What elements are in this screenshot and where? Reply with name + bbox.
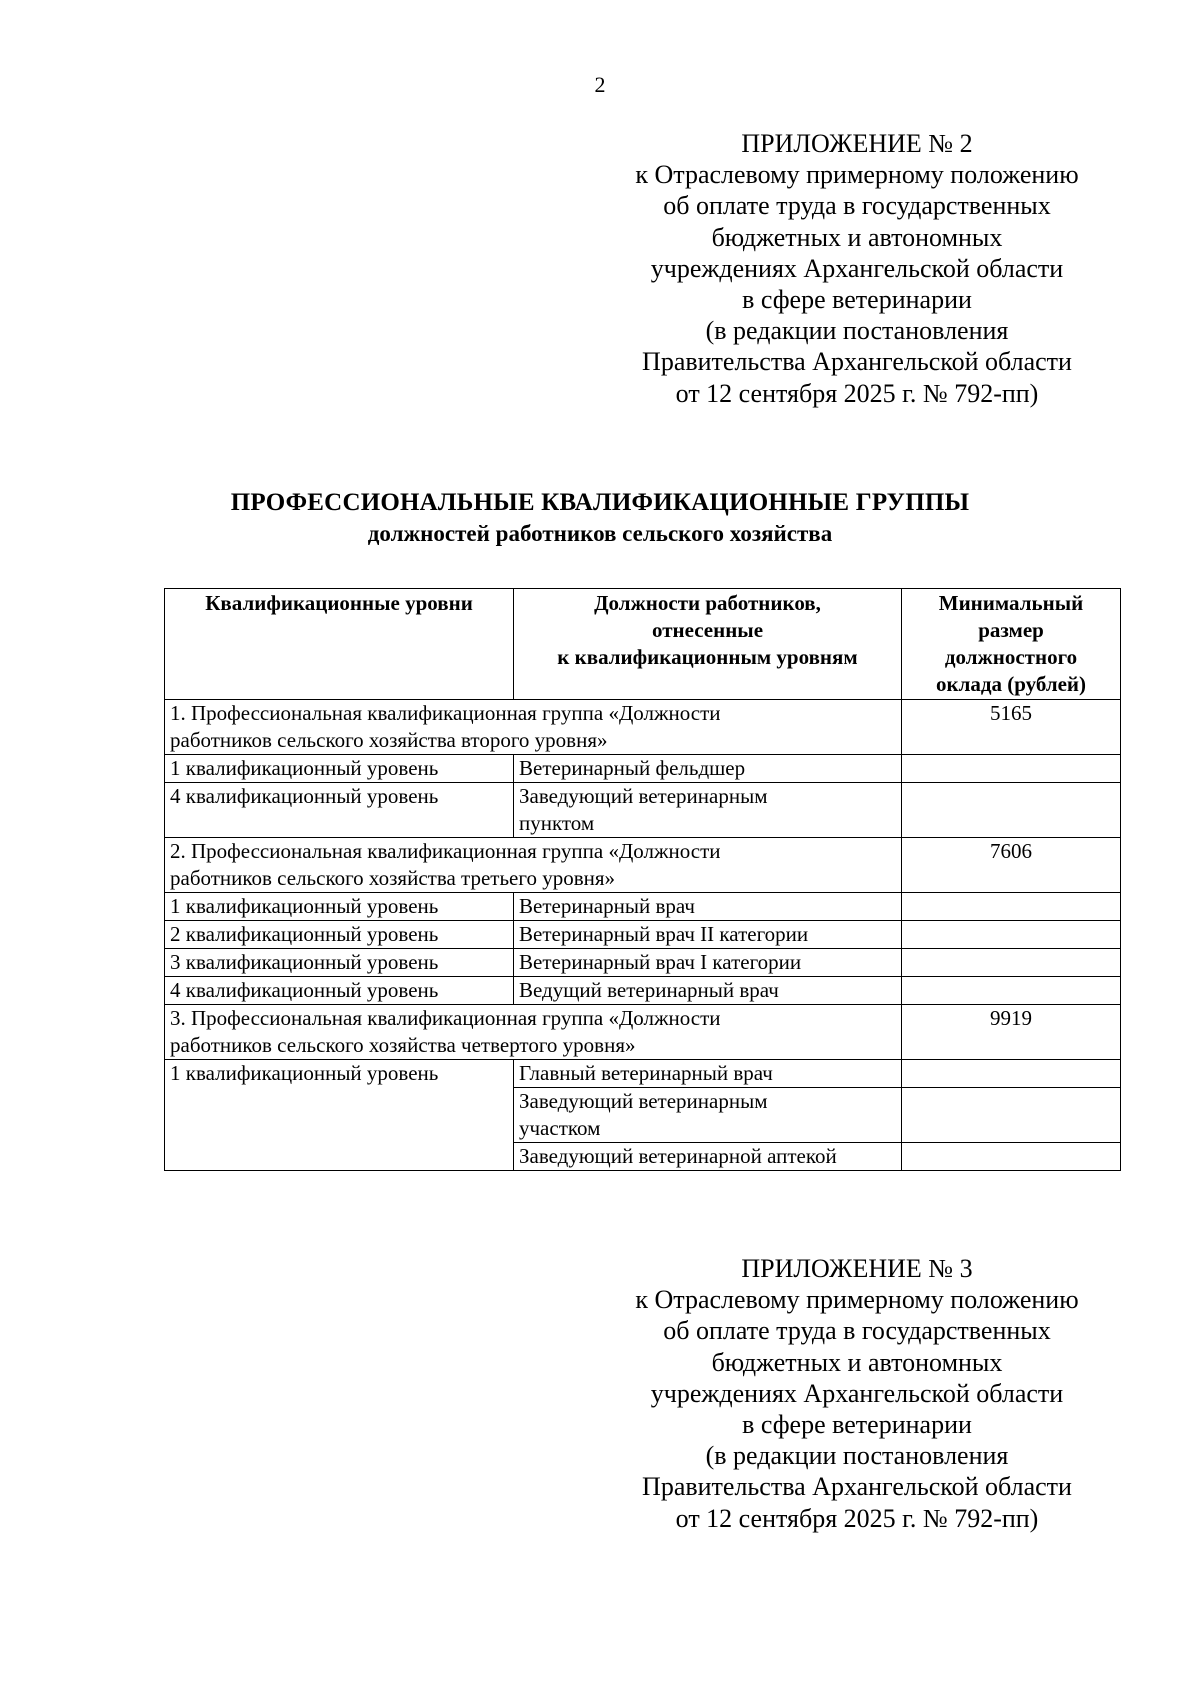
appendix-line: к Отраслевому примерному положению — [635, 160, 1079, 190]
position-line: Заведующий ветеринарной аптекой — [519, 1144, 837, 1168]
header-line: к квалификационным уровням — [557, 645, 858, 669]
position-line: Заведующий ветеринарным — [519, 784, 768, 808]
qualification-level: 4 квалификационный уровень — [165, 783, 514, 838]
position-name — [514, 921, 902, 949]
position-line: Ветеринарный врач I категории — [519, 950, 802, 974]
position-line: Ветеринарный врач II категории — [519, 922, 809, 946]
position-line: Главный ветеринарный врач — [519, 1061, 773, 1085]
group-salary: 5165 — [902, 700, 1121, 755]
appendix-line: бюджетных и автономных — [711, 1347, 1003, 1377]
appendix-line: к Отраслевому примерному положению — [635, 1285, 1079, 1315]
group-title — [165, 1005, 902, 1060]
qualification-level: 1 квалификационный уровень — [165, 755, 514, 783]
qualification-level: 2 квалификационный уровень — [165, 921, 514, 949]
position-name — [514, 755, 902, 783]
appendix-line: Правительства Архангельской области — [642, 1472, 1072, 1502]
salary-cell — [902, 755, 1121, 783]
table-row — [165, 1060, 1121, 1088]
table-row — [165, 977, 1121, 1005]
group-title-line: 3. Профессиональная квалификационная группа «Должности — [170, 1006, 721, 1030]
salary-cell — [902, 1143, 1121, 1171]
table-row — [165, 893, 1121, 921]
salary-cell — [902, 893, 1121, 921]
appendix-title: ПРИЛОЖЕНИЕ № 2 — [741, 129, 973, 158]
position-name — [514, 893, 902, 921]
group-title — [165, 838, 902, 893]
group-title-line: работников сельского хозяйства четвертого уровня» — [170, 1033, 636, 1057]
group-title — [165, 700, 902, 755]
document-title: ПРОФЕССИОНАЛЬНЫЕ КВАЛИФИКАЦИОННЫЕ ГРУППЫ — [230, 489, 970, 516]
group-title-line: 2. Профессиональная квалификационная группа «Должности — [170, 839, 721, 863]
salary-cell — [902, 921, 1121, 949]
appendix-line: Правительства Архангельской области — [642, 347, 1072, 377]
position-name — [514, 1088, 902, 1143]
salary-cell — [902, 977, 1121, 1005]
appendix-line: от 12 сентября 2025 г. № 792-пп) — [675, 1503, 1039, 1533]
position-name — [514, 949, 902, 977]
qualification-level: 1 квалификационный уровень — [165, 893, 514, 921]
table-row — [165, 755, 1121, 783]
header-min-salary — [902, 589, 1121, 700]
group-salary: 7606 — [902, 838, 1121, 893]
group-title-line: 1. Профессиональная квалификационная группа «Должности — [170, 701, 721, 725]
group-title-line: работников сельского хозяйства третьего уровня» — [170, 866, 616, 890]
table-row — [165, 921, 1121, 949]
qualification-level: 3 квалификационный уровень — [165, 949, 514, 977]
appendix-line: в сфере ветеринарии — [742, 1410, 972, 1440]
appendix-line: (в редакции постановления — [705, 1441, 1009, 1471]
qualification-level: 1 квалификационный уровень — [165, 1060, 514, 1171]
position-line: Ведущий ветеринарный врач — [519, 978, 779, 1002]
appendix-line: бюджетных и автономных — [711, 222, 1003, 252]
position-line: Ветеринарный фельдшер — [519, 756, 746, 780]
group-row — [165, 700, 1121, 755]
header-line: размер — [978, 618, 1044, 642]
header-line: Квалификационные уровни — [205, 591, 473, 615]
group-salary: 9919 — [902, 1005, 1121, 1060]
appendix-line: об оплате труда в государственных — [663, 191, 1051, 221]
table-row — [165, 949, 1121, 977]
header-line: Минимальный — [938, 591, 1084, 615]
table-header-row — [165, 589, 1121, 700]
appendix-line: от 12 сентября 2025 г. № 792-пп) — [675, 378, 1039, 408]
appendix-3-header — [607, 1253, 1107, 1534]
appendix-line: в сфере ветеринарии — [742, 285, 972, 315]
group-row — [165, 1005, 1121, 1060]
qualification-groups-table — [164, 588, 1121, 1171]
salary-cell — [902, 1088, 1121, 1143]
header-line: отнесенные — [651, 618, 764, 642]
position-name — [514, 1143, 902, 1171]
header-line: оклада (рублей) — [935, 672, 1087, 696]
position-name — [514, 977, 902, 1005]
document-heading — [0, 487, 1200, 549]
position-line: Ветеринарный врач — [519, 894, 695, 918]
salary-cell — [902, 949, 1121, 977]
position-line: пунктом — [519, 811, 595, 835]
salary-cell — [902, 783, 1121, 838]
appendix-line: об оплате труда в государственных — [663, 1316, 1051, 1346]
header-line: должностного — [944, 645, 1078, 669]
position-name — [514, 783, 902, 838]
group-title-line: работников сельского хозяйства второго уровня» — [170, 728, 608, 752]
position-name — [514, 1060, 902, 1088]
group-row — [165, 838, 1121, 893]
salary-cell — [902, 1060, 1121, 1088]
page-number: 2 — [594, 72, 606, 97]
position-line: участком — [519, 1116, 601, 1140]
document-subtitle: должностей работников сельского хозяйства — [367, 521, 833, 546]
position-line: Заведующий ветеринарным — [519, 1089, 768, 1113]
appendix-title: ПРИЛОЖЕНИЕ № 3 — [741, 1254, 973, 1283]
appendix-2-header — [607, 128, 1107, 409]
header-qualification-levels — [165, 589, 514, 700]
header-positions — [514, 589, 902, 700]
appendix-line: учреждениях Архангельской области — [650, 253, 1064, 283]
qualification-level: 4 квалификационный уровень — [165, 977, 514, 1005]
table-row — [165, 783, 1121, 838]
header-line: Должности работников, — [594, 591, 821, 615]
appendix-line: (в редакции постановления — [705, 316, 1009, 346]
appendix-line: учреждениях Архангельской области — [650, 1378, 1064, 1408]
